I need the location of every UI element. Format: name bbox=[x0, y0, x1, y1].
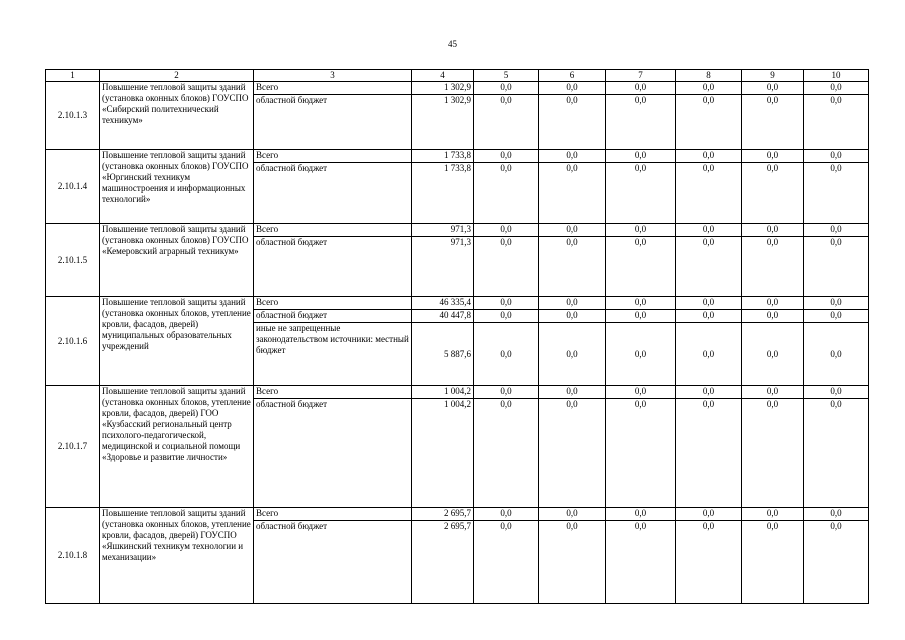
year-value: 0,0 bbox=[606, 386, 676, 399]
item-code: 2.10.1.6 bbox=[46, 297, 100, 386]
year-value: 0,0 bbox=[742, 310, 804, 323]
year-value: 0,0 bbox=[539, 82, 606, 95]
year-value: 0,0 bbox=[606, 399, 676, 508]
year-value: 0,0 bbox=[606, 82, 676, 95]
item-code: 2.10.1.8 bbox=[46, 508, 100, 604]
year-value: 0,0 bbox=[474, 386, 539, 399]
year-value: 0,0 bbox=[606, 508, 676, 521]
year-value: 0,0 bbox=[804, 310, 869, 323]
year-value: 0,0 bbox=[676, 521, 742, 604]
total-value: 40 447,8 bbox=[412, 310, 474, 323]
year-value: 0,0 bbox=[742, 386, 804, 399]
total-value: 971,3 bbox=[412, 237, 474, 297]
column-number: 5 bbox=[474, 70, 539, 82]
table-row bbox=[46, 508, 869, 521]
year-value: 0,0 bbox=[606, 150, 676, 163]
funding-source: областной бюджет bbox=[254, 95, 412, 150]
year-value: 0,0 bbox=[606, 163, 676, 224]
budget-table bbox=[45, 69, 869, 604]
year-value: 0,0 bbox=[539, 521, 606, 604]
year-value: 0,0 bbox=[676, 310, 742, 323]
column-number: 8 bbox=[676, 70, 742, 82]
year-value: 0,0 bbox=[742, 508, 804, 521]
column-number-row bbox=[46, 70, 869, 82]
year-value: 0,0 bbox=[474, 150, 539, 163]
year-value: 0,0 bbox=[742, 163, 804, 224]
item-code: 2.10.1.7 bbox=[46, 386, 100, 508]
column-number: 7 bbox=[606, 70, 676, 82]
year-value: 0,0 bbox=[804, 386, 869, 399]
year-value: 0,0 bbox=[742, 323, 804, 386]
total-value: 1 733,8 bbox=[412, 150, 474, 163]
item-code: 2.10.1.3 bbox=[46, 82, 100, 150]
total-value: 2 695,7 bbox=[412, 521, 474, 604]
year-value: 0,0 bbox=[804, 224, 869, 237]
funding-source: областной бюджет bbox=[254, 163, 412, 224]
year-value: 0,0 bbox=[606, 521, 676, 604]
year-value: 0,0 bbox=[804, 297, 869, 310]
year-value: 0,0 bbox=[804, 82, 869, 95]
year-value: 0,0 bbox=[474, 297, 539, 310]
column-number: 3 bbox=[254, 70, 412, 82]
item-code: 2.10.1.4 bbox=[46, 150, 100, 224]
year-value: 0,0 bbox=[742, 399, 804, 508]
funding-source: областной бюджет bbox=[254, 237, 412, 297]
year-value: 0,0 bbox=[676, 150, 742, 163]
year-value: 0,0 bbox=[474, 95, 539, 150]
column-number: 2 bbox=[100, 70, 254, 82]
year-value: 0,0 bbox=[742, 150, 804, 163]
table-row bbox=[46, 297, 869, 310]
year-value: 0,0 bbox=[676, 95, 742, 150]
funding-source: Всего bbox=[254, 297, 412, 310]
year-value: 0,0 bbox=[539, 150, 606, 163]
year-value: 0,0 bbox=[474, 521, 539, 604]
column-number: 6 bbox=[539, 70, 606, 82]
year-value: 0,0 bbox=[474, 224, 539, 237]
total-value: 1 004,2 bbox=[412, 399, 474, 508]
year-value: 0,0 bbox=[474, 508, 539, 521]
year-value: 0,0 bbox=[474, 399, 539, 508]
item-name: Повышение тепловой защиты зданий (установка оконных блоков, утепление кровли, фасадов, дверей) муниципальных образовательных учреждений bbox=[100, 297, 254, 386]
item-name: Повышение тепловой защиты зданий (установка оконных блоков, утепление кровли, фасадов, дверей) ГОО «Кузбасский региональный центр психолого-педагогической, медицинской и социальной помощи «Здоровье и развитие личности» bbox=[100, 386, 254, 508]
year-value: 0,0 bbox=[804, 237, 869, 297]
funding-source: иные не запрещенные законодательством источники: местный бюджет bbox=[254, 323, 412, 386]
year-value: 0,0 bbox=[539, 163, 606, 224]
year-value: 0,0 bbox=[474, 82, 539, 95]
funding-source: областной бюджет bbox=[254, 521, 412, 604]
item-name: Повышение тепловой защиты зданий (установка оконных блоков, утепление кровли, фасадов, дверей) ГОУСПО «Яшкинский техникум технологии и механизации» bbox=[100, 508, 254, 604]
year-value: 0,0 bbox=[742, 95, 804, 150]
year-value: 0,0 bbox=[742, 82, 804, 95]
year-value: 0,0 bbox=[742, 224, 804, 237]
year-value: 0,0 bbox=[676, 82, 742, 95]
year-value: 0,0 bbox=[676, 323, 742, 386]
year-value: 0,0 bbox=[676, 508, 742, 521]
year-value: 0,0 bbox=[539, 508, 606, 521]
item-name: Повышение тепловой защиты зданий (установка оконных блоков) ГОУСПО «Кемеровский аграрный техникум» bbox=[100, 224, 254, 297]
column-number: 4 bbox=[412, 70, 474, 82]
table-row bbox=[46, 150, 869, 163]
year-value: 0,0 bbox=[676, 237, 742, 297]
table-row bbox=[46, 386, 869, 399]
year-value: 0,0 bbox=[804, 95, 869, 150]
year-value: 0,0 bbox=[804, 521, 869, 604]
year-value: 0,0 bbox=[539, 386, 606, 399]
year-value: 0,0 bbox=[742, 521, 804, 604]
year-value: 0,0 bbox=[539, 237, 606, 297]
year-value: 0,0 bbox=[804, 163, 869, 224]
funding-source: Всего bbox=[254, 224, 412, 237]
year-value: 0,0 bbox=[474, 237, 539, 297]
total-value: 1 302,9 bbox=[412, 82, 474, 95]
year-value: 0,0 bbox=[742, 297, 804, 310]
year-value: 0,0 bbox=[676, 399, 742, 508]
funding-source: Всего bbox=[254, 82, 412, 95]
year-value: 0,0 bbox=[804, 323, 869, 386]
funding-source: областной бюджет bbox=[254, 310, 412, 323]
total-value: 1 733,8 bbox=[412, 163, 474, 224]
year-value: 0,0 bbox=[676, 163, 742, 224]
page-number: 45 bbox=[448, 39, 457, 49]
item-name: Повышение тепловой защиты зданий (установка оконных блоков) ГОУСПО «Юргинский техникум машиностроения и информационных технологий» bbox=[100, 150, 254, 224]
year-value: 0,0 bbox=[474, 310, 539, 323]
total-value: 1 302,9 bbox=[412, 95, 474, 150]
column-number: 9 bbox=[742, 70, 804, 82]
item-code: 2.10.1.5 bbox=[46, 224, 100, 297]
funding-source: Всего bbox=[254, 386, 412, 399]
total-value: 2 695,7 bbox=[412, 508, 474, 521]
year-value: 0,0 bbox=[606, 310, 676, 323]
year-value: 0,0 bbox=[676, 386, 742, 399]
year-value: 0,0 bbox=[539, 310, 606, 323]
year-value: 0,0 bbox=[606, 237, 676, 297]
total-value: 1 004,2 bbox=[412, 386, 474, 399]
year-value: 0,0 bbox=[474, 163, 539, 224]
year-value: 0,0 bbox=[606, 224, 676, 237]
year-value: 0,0 bbox=[804, 150, 869, 163]
year-value: 0,0 bbox=[539, 399, 606, 508]
funding-source: областной бюджет bbox=[254, 399, 412, 508]
year-value: 0,0 bbox=[742, 237, 804, 297]
year-value: 0,0 bbox=[474, 323, 539, 386]
column-number: 10 bbox=[804, 70, 869, 82]
item-name: Повышение тепловой защиты зданий (установка оконных блоков) ГОУСПО «Сибирский политехнический техникум» bbox=[100, 82, 254, 150]
total-value: 971,3 bbox=[412, 224, 474, 237]
funding-source: Всего bbox=[254, 508, 412, 521]
year-value: 0,0 bbox=[539, 95, 606, 150]
year-value: 0,0 bbox=[804, 399, 869, 508]
table-row bbox=[46, 224, 869, 237]
year-value: 0,0 bbox=[606, 323, 676, 386]
year-value: 0,0 bbox=[676, 297, 742, 310]
year-value: 0,0 bbox=[606, 95, 676, 150]
year-value: 0,0 bbox=[606, 297, 676, 310]
year-value: 0,0 bbox=[804, 508, 869, 521]
funding-source: Всего bbox=[254, 150, 412, 163]
total-value: 5 887,6 bbox=[412, 323, 474, 386]
column-number: 1 bbox=[46, 70, 100, 82]
table-row bbox=[46, 82, 869, 95]
year-value: 0,0 bbox=[676, 224, 742, 237]
year-value: 0,0 bbox=[539, 297, 606, 310]
total-value: 46 335,4 bbox=[412, 297, 474, 310]
year-value: 0,0 bbox=[539, 323, 606, 386]
year-value: 0,0 bbox=[539, 224, 606, 237]
